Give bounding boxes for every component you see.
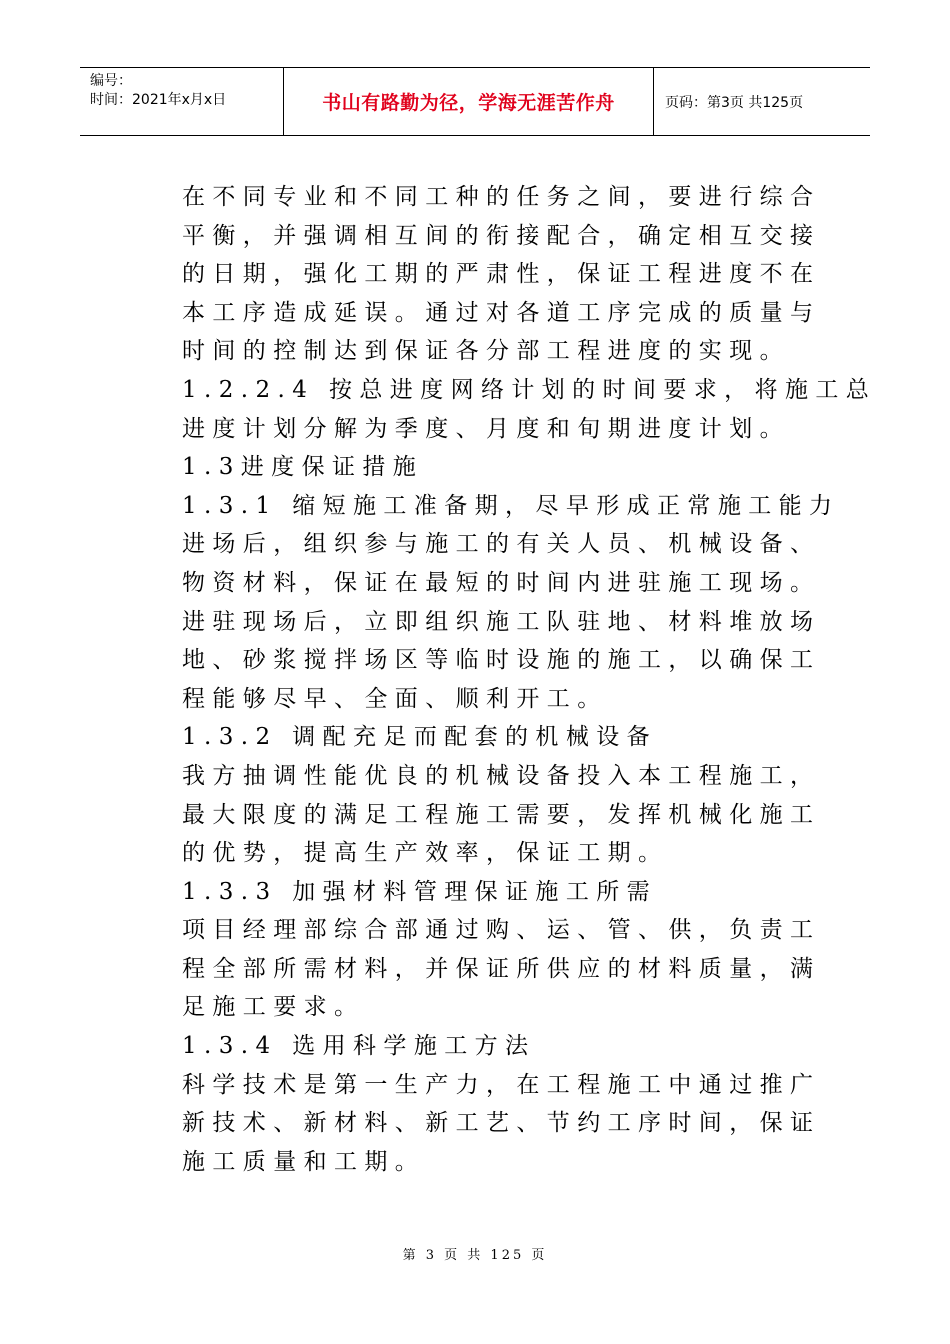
body-line: 进度计划分解为季度、月度和旬期进度计划。: [182, 415, 790, 442]
body-line: 本工序造成延误。通过对各道工序完成的质量与: [182, 299, 821, 326]
body-line: 程全部所需材料，并保证所供应的材料质量，满: [182, 955, 821, 982]
body-line: 程能够尽早、全面、顺利开工。: [182, 685, 608, 712]
body-line: 时间的控制达到保证各分部工程进度的实现。: [182, 338, 790, 365]
body-line: 施工质量和工期。: [182, 1148, 426, 1175]
body-line: 在不同专业和不同工种的任务之间，要进行综合: [182, 184, 821, 210]
subsection-heading: 1.3.4 选用科学施工方法: [182, 1033, 536, 1060]
body-line: 我方抽调性能优良的机械设备投入本工程施工，: [182, 762, 821, 789]
document-body: [182, 178, 877, 1181]
header-page-cell: [654, 68, 870, 135]
body-line: 物资材料，保证在最短的时间内进驻施工现场。: [182, 569, 821, 596]
body-line: 足施工要求。: [182, 994, 365, 1021]
document-date-label: 时间：2021年x月x日: [90, 92, 227, 108]
header-motto: 书山有路勤为径，学海无涯苦作舟: [322, 92, 615, 114]
section-heading-line: 1.2.2.4 按总进度网络计划的时间要求，将施工总: [182, 376, 877, 403]
body-line: 新技术、新材料、新工艺、节约工序时间，保证: [182, 1110, 821, 1137]
header-meta-cell: [80, 68, 283, 135]
body-line: 平衡，并强调相互间的衔接配合，确定相互交接: [182, 222, 821, 249]
subsection-heading: 1.3.3 加强材料管理保证施工所需: [182, 878, 658, 905]
document-number-label: 编号：: [90, 73, 132, 89]
body-line: 科学技术是第一生产力，在工程施工中通过推广: [182, 1071, 821, 1098]
section-heading: 1.3进度保证措施: [182, 454, 424, 481]
body-line: 地、砂浆搅拌场区等临时设施的施工，以确保工: [182, 647, 821, 674]
header-page-info: 页码：第3页 共125页: [665, 94, 804, 111]
subsection-heading: 1.3.2 调配充足而配套的机械设备: [182, 724, 658, 751]
body-line: 最大限度的满足工程施工需要，发挥机械化施工: [182, 801, 821, 828]
body-line: 的优势，提高生产效率，保证工期。: [182, 840, 669, 867]
page-footer: 第 3 页 共 125 页: [402, 1248, 548, 1263]
body-line: 的日期，强化工期的严肃性，保证工程进度不在: [182, 261, 821, 288]
body-line: 进场后，组织参与施工的有关人员、机械设备、: [182, 531, 821, 558]
body-line: 进驻现场后，立即组织施工队驻地、材料堆放场: [182, 608, 821, 635]
body-line: 项目经理部综合部通过购、运、管、供，负责工: [182, 917, 821, 944]
header-motto-cell: [283, 68, 654, 135]
page-header: [80, 67, 870, 136]
subsection-heading: 1.3.1 缩短施工准备期，尽早形成正常施工能力: [182, 492, 840, 519]
